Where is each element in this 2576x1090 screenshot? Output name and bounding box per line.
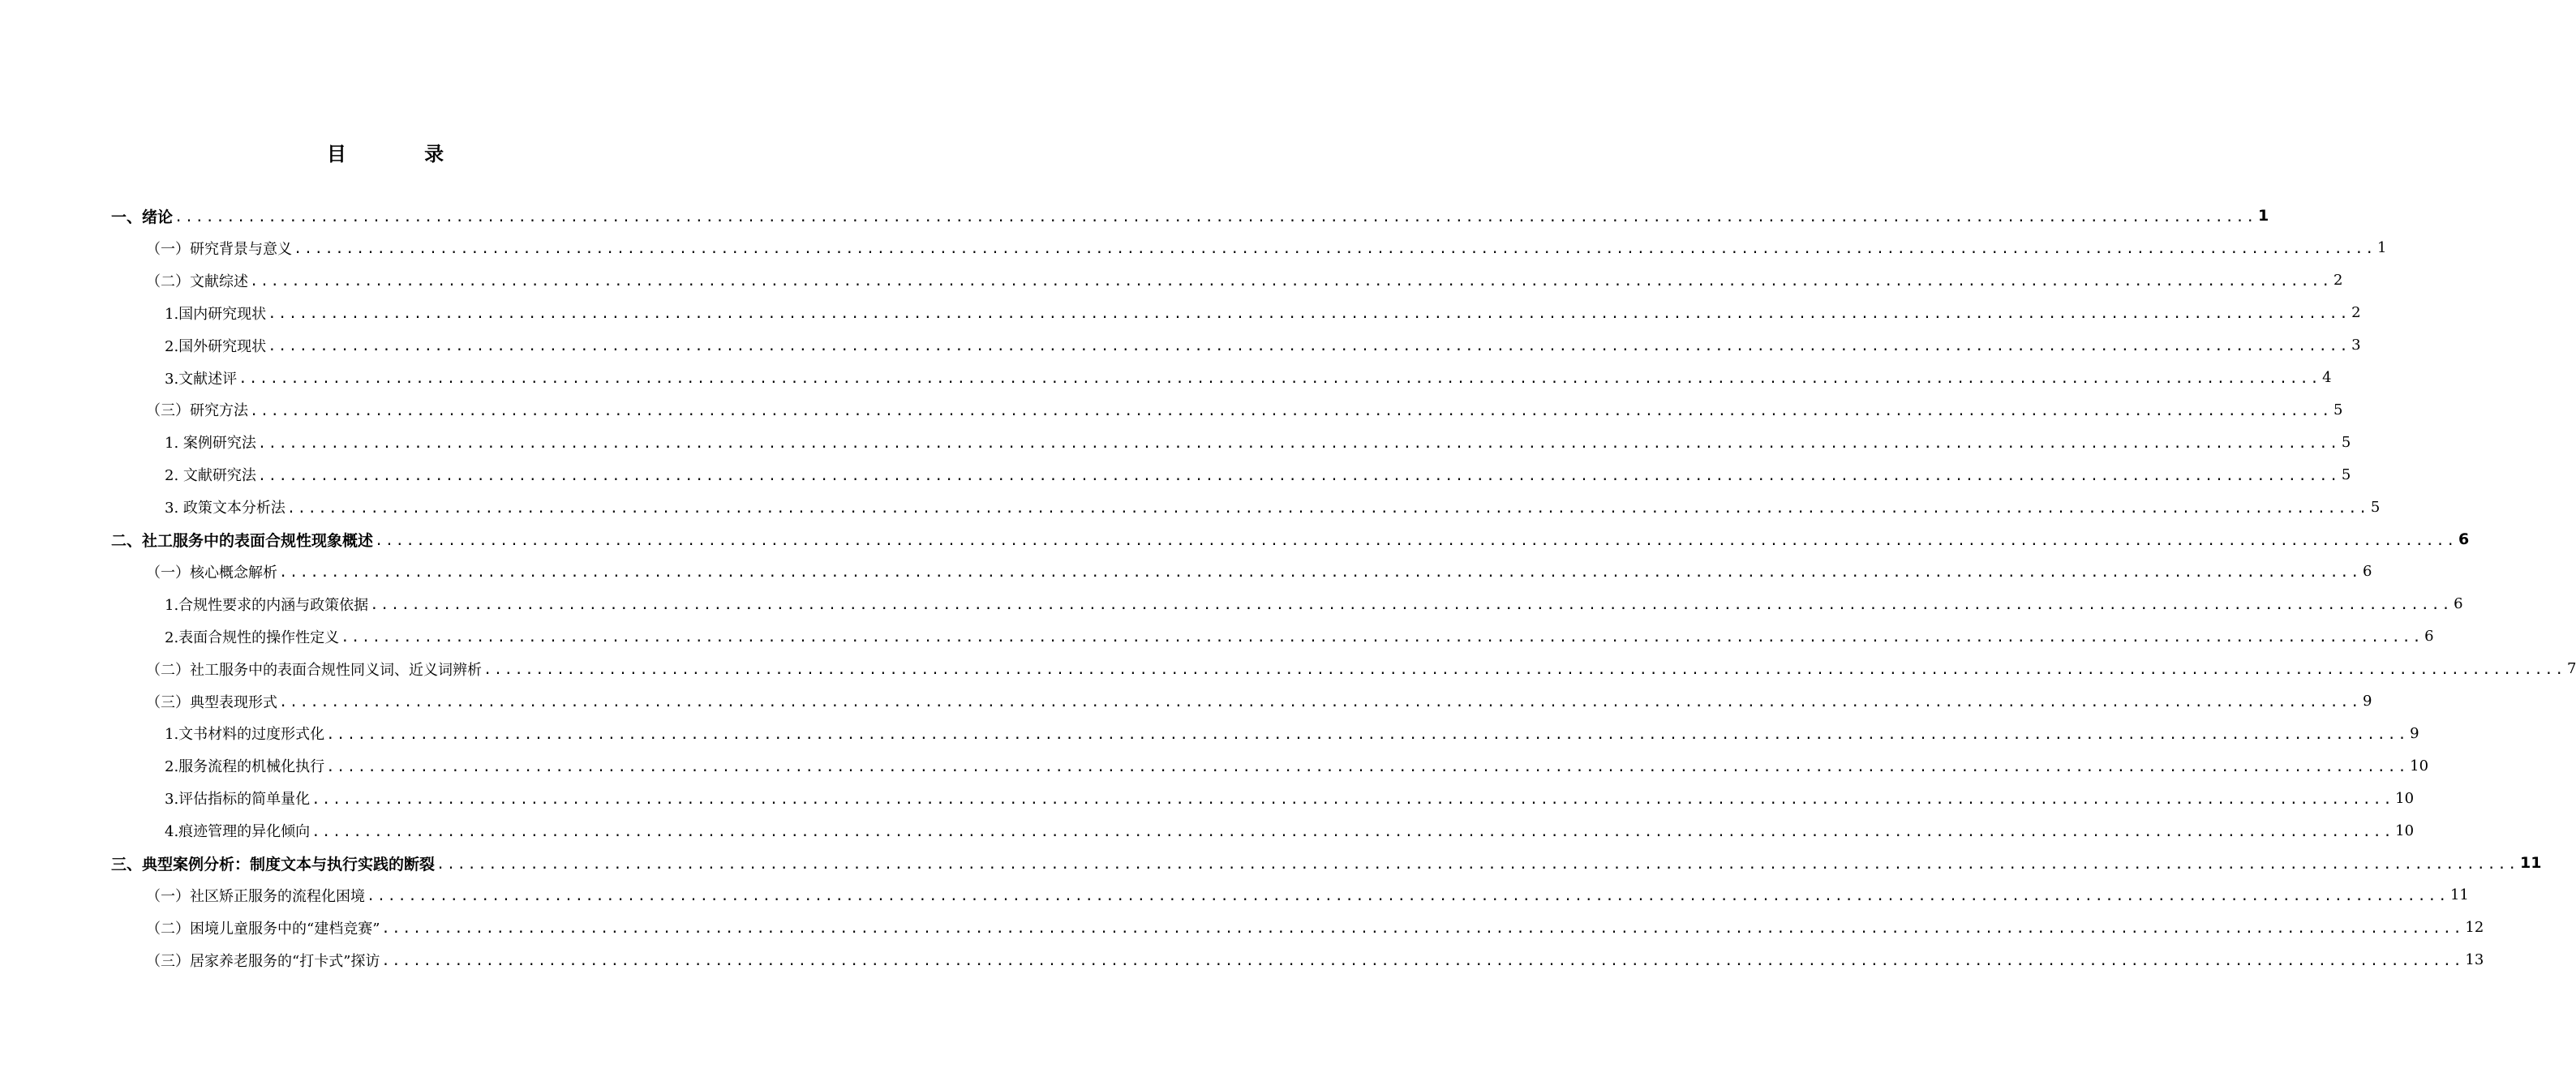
toc-entry-label: 2.服务流程的机械化执行	[165, 758, 325, 776]
toc-entry-page-number: 2	[2333, 272, 2343, 290]
toc-entry-page-number: 13	[2465, 951, 2484, 969]
toc-entry[interactable]	[0, 264, 2343, 297]
toc-entry-label: （一）核心概念解析	[146, 564, 277, 581]
toc-entry-page-number: 5	[2341, 433, 2351, 451]
toc-entry-page-number: 11	[2520, 854, 2542, 872]
toc-entry-label: （三）典型表现形式	[146, 693, 277, 711]
toc-entry[interactable]	[0, 749, 2429, 782]
toc-entry[interactable]	[0, 620, 2434, 653]
toc-entry[interactable]	[0, 297, 2361, 329]
toc-entry-label: （一）社区矫正服务的流程化困境	[146, 887, 365, 905]
toc-title: 目 录	[326, 143, 480, 165]
toc-entry[interactable]	[0, 426, 2351, 458]
dot-leader: ........................................................................................................................................................................................................	[250, 273, 2332, 290]
toc-entry[interactable]	[0, 879, 2469, 912]
toc-entry-page-number: 9	[2362, 693, 2372, 710]
toc-entry[interactable]	[0, 912, 2484, 944]
dot-leader: ........................................................................................................................................................................................................	[381, 953, 2464, 970]
toc-entry-page-number: 4	[2322, 369, 2332, 386]
toc-entry[interactable]	[0, 717, 2419, 749]
toc-entry[interactable]	[0, 393, 2343, 426]
toc-entry-page-number: 6	[2454, 595, 2463, 613]
toc-entry-page-number: 2	[2351, 304, 2361, 322]
dot-leader: ........................................................................................................................................................................................................	[238, 371, 2321, 387]
dot-leader: ........................................................................................................................................................................................................	[311, 791, 2394, 808]
dot-leader: ........................................................................................................................................................................................................	[381, 920, 2464, 938]
toc-entry-label: 1.文书材料的过度形式化	[165, 726, 325, 744]
toc-entry-label: （二）困境儿童服务中的“建档竞赛”	[146, 920, 380, 938]
dot-leader: ........................................................................................................................................................................................................	[483, 662, 2565, 679]
toc-entry-label: 3.评估指标的简单量化	[165, 791, 311, 809]
toc-entry-page-number: 10	[2410, 757, 2429, 775]
toc-entry-label: 三、典型案例分析：制度文本与执行实践的断裂	[111, 855, 436, 873]
toc-entry-page-number: 6	[2458, 530, 2470, 548]
toc-entry-page-number: 5	[2370, 498, 2381, 516]
toc-entry-page-number: 10	[2395, 789, 2415, 807]
toc-entry-label: （一）研究背景与意义	[146, 240, 292, 258]
toc-entry[interactable]	[0, 362, 2332, 394]
dot-leader: ........................................................................................................................................................................................................	[279, 694, 2361, 710]
dot-leader: ........................................................................................................................................................................................................	[436, 856, 2518, 873]
dot-leader: ........................................................................................................................................................................................................	[286, 500, 2369, 517]
toc-entry-label: 3. 政策文本分析法	[165, 500, 286, 517]
toc-entry[interactable]	[0, 523, 2470, 556]
dot-leader: ........................................................................................................................................................................................................	[257, 467, 2340, 484]
toc-entry[interactable]	[0, 847, 2542, 879]
toc-entry-page-number: 12	[2465, 919, 2484, 937]
toc-entry-page-number: 9	[2410, 724, 2419, 742]
dot-leader: ........................................................................................................................................................................................................	[257, 435, 2340, 452]
dot-leader: ........................................................................................................................................................................................................	[341, 629, 2424, 646]
dot-leader: ........................................................................................................................................................................................................	[311, 823, 2394, 840]
toc-entry-page-number: 3	[2351, 337, 2361, 354]
dot-leader: ........................................................................................................................................................................................................	[250, 402, 2332, 419]
toc-entry-label: 二、社工服务中的表面合规性现象概述	[111, 531, 374, 550]
dot-leader: ........................................................................................................................................................................................................	[326, 726, 2409, 743]
dot-leader: ........................................................................................................................................................................................................	[174, 208, 2256, 225]
toc-entry[interactable]	[0, 458, 2351, 491]
toc-entry[interactable]	[0, 556, 2372, 588]
toc-entry-label: （三）居家养老服务的“打卡式”探访	[146, 952, 380, 970]
toc-entry-label: 一、绪论	[111, 208, 174, 226]
dot-leader: ........................................................................................................................................................................................................	[279, 564, 2361, 581]
toc-entry[interactable]	[0, 944, 2484, 976]
toc-entry-label: （三）研究方法	[146, 402, 248, 420]
toc-entry[interactable]	[0, 782, 2415, 814]
toc-entry[interactable]	[0, 685, 2372, 718]
toc-entry[interactable]	[0, 653, 2576, 685]
toc-entry-page-number: 6	[2362, 563, 2372, 581]
dot-leader: ........................................................................................................................................................................................................	[326, 758, 2409, 775]
toc-entry-label: （二）社工服务中的表面合规性同义词、近义词辨析	[146, 661, 482, 679]
toc-entry-label: 1. 案例研究法	[165, 435, 256, 453]
toc-entry[interactable]	[0, 814, 2415, 847]
toc-entry-page-number: 1	[2258, 207, 2269, 225]
toc-entry-label: 2.国外研究现状	[165, 337, 267, 355]
toc-entry-label: 4.痕迹管理的异化倾向	[165, 823, 311, 841]
toc-entry-label: 2.表面合规性的操作性定义	[165, 629, 340, 646]
dot-leader: ........................................................................................................................................................................................................	[375, 532, 2457, 549]
toc-entry[interactable]	[0, 588, 2463, 620]
toc-entry-page-number: 7	[2566, 660, 2576, 678]
toc-entry-label: 1.国内研究现状	[165, 305, 267, 323]
toc-entry-page-number: 11	[2449, 886, 2469, 904]
dot-leader: ........................................................................................................................................................................................................	[370, 597, 2453, 614]
toc-entry-page-number: 1	[2376, 239, 2387, 257]
toc-entry[interactable]	[0, 491, 2381, 523]
toc-entry-page-number: 6	[2424, 628, 2434, 646]
dot-leader: ........................................................................................................................................................................................................	[268, 338, 2351, 355]
toc-entry-page-number: 5	[2341, 466, 2351, 483]
toc-entry[interactable]	[0, 232, 2387, 264]
toc-entry-label: 3.文献述评	[165, 370, 238, 388]
toc-entry-label: （二）文献综述	[146, 272, 248, 290]
dot-leader: ........................................................................................................................................................................................................	[367, 888, 2449, 905]
toc-entry-label: 1.合规性要求的内涵与政策依据	[165, 596, 369, 614]
toc-entry-page-number: 5	[2333, 401, 2343, 418]
toc-entry-label: 2. 文献研究法	[165, 467, 256, 485]
dot-leader: ........................................................................................................................................................................................................	[268, 306, 2351, 323]
toc-entry-page-number: 10	[2395, 822, 2415, 839]
dot-leader: ........................................................................................................................................................................................................	[294, 241, 2376, 258]
toc-entry[interactable]	[0, 200, 2269, 232]
toc-entry[interactable]	[0, 329, 2361, 362]
